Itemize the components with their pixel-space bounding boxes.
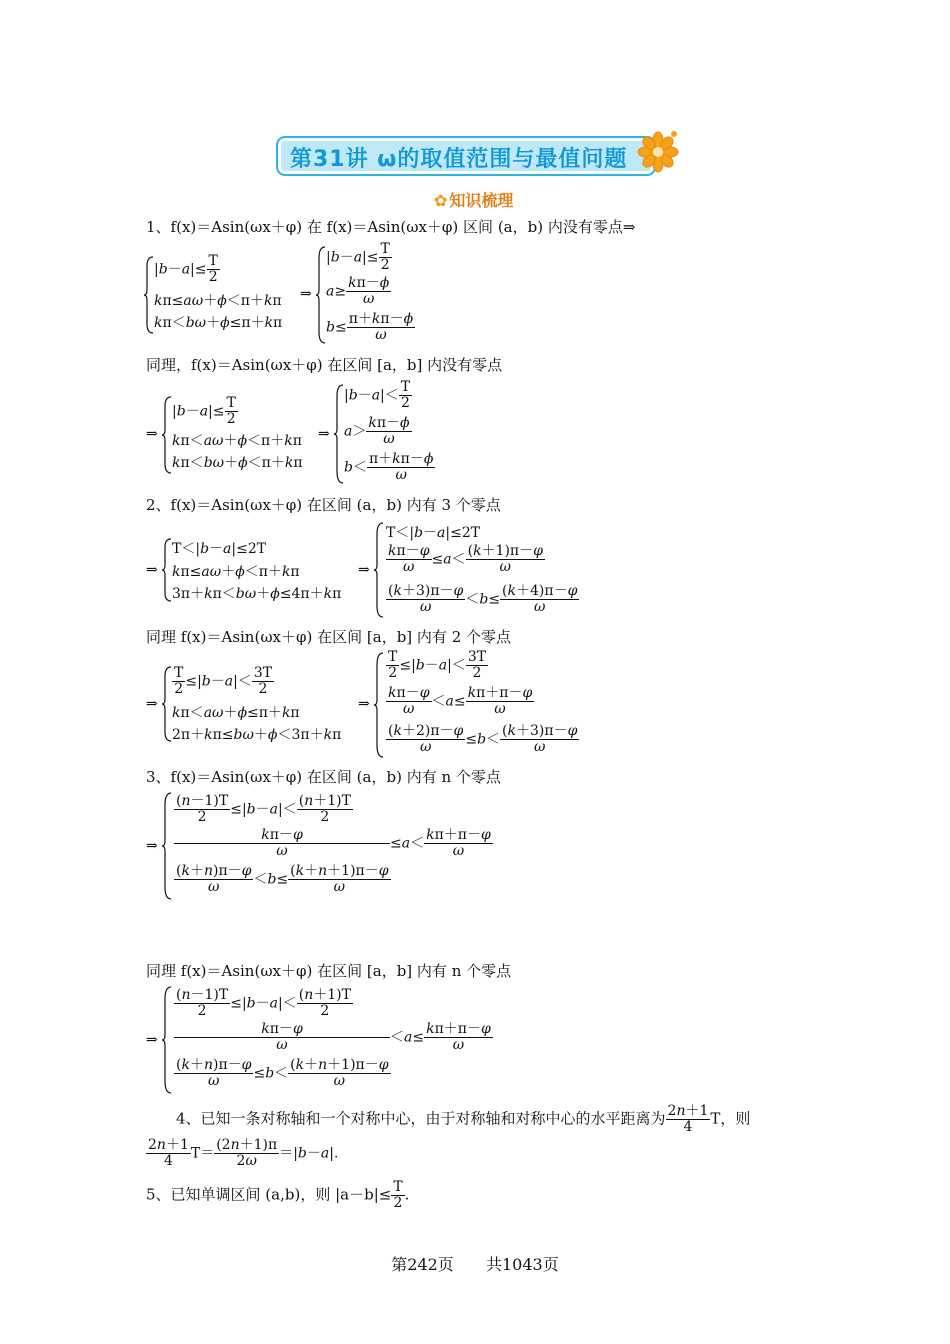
page-total: 共1043页 bbox=[486, 1255, 559, 1274]
brace-icon bbox=[162, 792, 172, 900]
sys2br-line3: $\frac{(k+2)\pi-\varphi}{\omega}$ ≤b＜ $\frac{(k+3)\pi-\varphi}{\omega}$ bbox=[388, 723, 578, 755]
brace-icon bbox=[144, 256, 154, 334]
brace-icon bbox=[374, 652, 384, 758]
item-5-body: 5、已知单调区间 (a,b)，则 |a－b|≤ bbox=[146, 1185, 392, 1204]
sys2b-line1: $\frac{T}{2}$ ≤|b－a|＜ $\frac{3T}{2}$ bbox=[174, 665, 273, 697]
item-2b-text: 同理 f(x)＝Asin(ωx＋φ) 在区间 [a，b] 内有 2 个零点 bbox=[146, 628, 512, 646]
item-3-text: 3、f(x)＝Asin(ωx＋φ) 在区间 (a，b) 内有 n 个零点 bbox=[146, 768, 501, 786]
section-heading bbox=[434, 188, 513, 211]
item-5-text: 5、已知单调区间 (a,b)，则 |a－b|≤ $\frac{T}{2}$ . bbox=[146, 1179, 410, 1211]
item-4-formula: $\frac{2n+1}{4}$ T＝ $\frac{(2n+1)\pi}{2\omega}$ ＝|b－a|. bbox=[148, 1137, 339, 1169]
sys2-line3: 3π＋kπ＜bω＋ϕ≤4π＋kπ bbox=[172, 586, 342, 602]
flower-bullet-icon: ✿ bbox=[434, 191, 448, 210]
sys1-line3: kπ＜bω＋ϕ≤π＋kπ bbox=[154, 315, 283, 331]
implies-arrow: ⇒ bbox=[358, 696, 370, 712]
sys1b-line2: kπ＜aω＋ϕ＜π＋kπ bbox=[172, 433, 302, 449]
item-4-tail: T，则 bbox=[710, 1109, 751, 1128]
page-footer bbox=[0, 1252, 950, 1275]
brace-icon bbox=[162, 986, 172, 1094]
sys2br-line2: $\frac{k\pi-\varphi}{\omega}$ ＜a≤ $\frac{k\pi+\pi-\varphi}{\omega}$ bbox=[388, 685, 533, 717]
sys3-line1: $\frac{(n-1)T}{2}$ ≤|b－a|＜ $\frac{(n+1)T}{2}$ bbox=[176, 793, 351, 825]
sys1br-line2: a＞ $\frac{k\pi-\phi}{\omega}$ bbox=[344, 415, 410, 447]
sys1b-line3: kπ＜bω＋ϕ＜π＋kπ bbox=[172, 455, 303, 471]
sys2r-line3: $\frac{(k+3)\pi-\varphi}{\omega}$ ＜b≤ $\frac{(k+4)\pi-\varphi}{\omega}$ bbox=[388, 583, 578, 615]
item-1-text: 1、f(x)＝Asin(ωx＋φ) 在 f(x)＝Asin(ωx＋φ) 区间 (a，b) 内没有零点⇒ bbox=[146, 218, 636, 236]
brace-icon bbox=[334, 384, 344, 484]
sys2-line2: kπ≤aω＋ϕ＜π＋kπ bbox=[172, 564, 300, 580]
sys2br-line1: $\frac{T}{2}$ ≤|b－a|＜ $\frac{3T}{2}$ bbox=[388, 649, 487, 681]
item-1b-text: 同理，f(x)＝Asin(ωx＋φ) 在区间 [a，b] 内没有零点 bbox=[146, 356, 503, 374]
sys1br-line3: b＜ $\frac{\pi+k\pi-\phi}{\omega}$ bbox=[344, 451, 434, 483]
sys1-line2: kπ≤aω＋ϕ＜π＋kπ bbox=[154, 293, 282, 309]
brace-icon bbox=[162, 666, 172, 742]
brace-icon bbox=[162, 396, 172, 474]
implies-arrow: ⇒ bbox=[146, 562, 158, 578]
sys1br-line1: |b－a|＜ $\frac{T}{2}$ bbox=[344, 379, 411, 411]
implies-arrow: ⇒ bbox=[146, 838, 158, 854]
implies-arrow: ⇒ bbox=[300, 286, 312, 302]
sys3-line3: $\frac{(k+n)\pi-\varphi}{\omega}$ ＜b≤ $\frac{(k+n+1)\pi-\varphi}{\omega}$ bbox=[176, 863, 389, 895]
sys1r-line3: b≤ $\frac{\pi+k\pi-\phi}{\omega}$ bbox=[326, 311, 414, 343]
implies-arrow: ⇒ bbox=[146, 696, 158, 712]
sys3b-line2: $\frac{k\pi-\varphi}{\omega}$ ＜a≤ $\frac{k\pi+\pi-\varphi}{\omega}$ bbox=[174, 1022, 493, 1053]
item-2-text: 2、f(x)＝Asin(ωx＋φ) 在区间 (a，b) 内有 3 个零点 bbox=[146, 496, 501, 514]
title-banner bbox=[276, 136, 656, 176]
page-number: 第242页 bbox=[391, 1255, 454, 1274]
flower-icon bbox=[636, 128, 680, 176]
sys3b-line1: $\frac{(n-1)T}{2}$ ≤|b－a|＜ $\frac{(n+1)T}{2}$ bbox=[176, 987, 351, 1019]
item-4-text: 4、已知一条对称轴和一个对称中心，由于对称轴和对称中心的水平距离为 $\frac{2n+1}{4}$ T，则 bbox=[176, 1103, 751, 1135]
sys1-line1: |b－a|≤ $\frac{T}{2}$ bbox=[154, 253, 218, 285]
implies-arrow: ⇒ bbox=[358, 562, 370, 578]
implies-arrow: ⇒ bbox=[318, 426, 330, 442]
sys3-line2: $\frac{k\pi-\varphi}{\omega}$ ≤a＜ $\frac{k\pi+\pi-\varphi}{\omega}$ bbox=[174, 828, 493, 859]
sys1r-line2: a≥ $\frac{k\pi-\phi}{\omega}$ bbox=[326, 275, 390, 307]
brace-icon bbox=[316, 246, 326, 344]
item-4-body: 4、已知一条对称轴和一个对称中心，由于对称轴和对称中心的水平距离为 bbox=[176, 1109, 666, 1128]
sys2b-line2: kπ＜aω＋ϕ≤π＋kπ bbox=[172, 705, 300, 721]
sys2b-line3: 2π＋kπ≤bω＋ϕ＜3π＋kπ bbox=[172, 727, 342, 743]
implies-arrow: ⇒ bbox=[146, 426, 158, 442]
brace-icon bbox=[374, 522, 384, 618]
sys2r-line1: T＜|b－a|≤2T bbox=[386, 525, 481, 541]
item-3b-text: 同理 f(x)＝Asin(ωx＋φ) 在区间 [a，b] 内有 n 个零点 bbox=[146, 962, 512, 980]
implies-arrow: ⇒ bbox=[146, 1032, 158, 1048]
sys1r-line1: |b－a|≤ $\frac{T}{2}$ bbox=[326, 241, 390, 273]
sys3b-line3: $\frac{(k+n)\pi-\varphi}{\omega}$ ≤b＜ $\frac{(k+n+1)\pi-\varphi}{\omega}$ bbox=[176, 1057, 389, 1089]
sys1b-line1: |b－a|≤ $\frac{T}{2}$ bbox=[172, 395, 236, 427]
sys2r-line2: $\frac{k\pi-\varphi}{\omega}$ ≤a＜ $\frac{(k+1)\pi-\varphi}{\omega}$ bbox=[388, 543, 543, 575]
page-title: 第31讲 ω的取值范围与最值问题 bbox=[290, 147, 628, 172]
sys2-line1: T＜|b－a|≤2T bbox=[172, 541, 267, 557]
brace-icon bbox=[162, 538, 172, 602]
section-label: 知识梳理 bbox=[449, 191, 514, 210]
